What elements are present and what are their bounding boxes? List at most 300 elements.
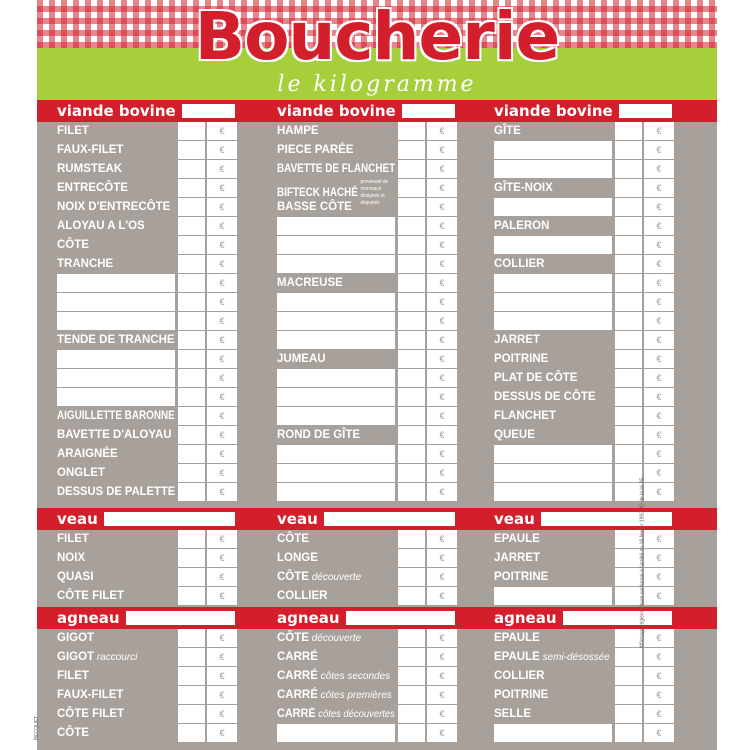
currency-symbol: € [644,530,674,548]
blank-label-field[interactable] [277,236,395,254]
price-row [57,350,237,369]
heading-input-box[interactable] [619,104,672,118]
blank-label-field[interactable] [277,331,395,349]
price-row [57,464,237,483]
currency-symbol: € [207,369,237,387]
currency-symbol: € [207,255,237,273]
blank-label-field[interactable] [57,312,175,330]
price-field[interactable] [398,464,425,482]
cut-name: CÔTE [277,533,309,545]
price-field[interactable] [178,407,205,425]
price-row [57,629,237,648]
cut-name: DESSUS DE PALETTE [57,486,176,498]
price-field[interactable] [178,426,205,444]
price-field[interactable] [178,369,205,387]
price-field[interactable] [178,464,205,482]
price-row [57,312,237,331]
price-field[interactable] [178,629,205,647]
blank-label-field[interactable] [277,293,395,311]
currency-symbol: € [207,724,237,742]
cut-name: FILET [57,125,89,137]
price-field[interactable] [178,293,205,311]
price-field[interactable] [398,141,425,159]
blank-label-field[interactable] [57,369,175,387]
currency-symbol: € [207,686,237,704]
currency-symbol: € [207,426,237,444]
cut-label [57,217,175,235]
blank-label-field[interactable] [277,724,395,742]
price-rows [57,122,237,502]
price-field[interactable] [615,464,642,482]
price-row [494,549,674,568]
blank-label-field[interactable] [494,724,612,742]
price-field[interactable] [398,587,425,605]
price-row [494,350,674,369]
cut-label [494,407,612,425]
cut-label [57,549,175,567]
currency-symbol: € [644,198,674,216]
price-field[interactable] [178,255,205,273]
currency-symbol: € [207,629,237,647]
currency-symbol: € [427,369,457,387]
currency-symbol: € [644,160,674,178]
cut-name: BIFTECK HACHÉ [277,187,358,200]
price-field[interactable] [615,549,642,567]
cut-label [277,568,395,586]
price-row [57,160,237,179]
price-field[interactable] [178,236,205,254]
currency-symbol: € [644,568,674,586]
price-field[interactable] [178,648,205,666]
cut-name: LONGE [277,552,318,564]
price-field[interactable] [398,217,425,235]
price-field[interactable] [178,122,205,140]
cut-name: QUEUE [494,429,535,441]
blank-label-field[interactable] [494,236,612,254]
heading-input-box[interactable] [104,512,235,526]
heading-input-box[interactable] [541,512,672,526]
price-field[interactable] [615,530,642,548]
currency-symbol: € [207,331,237,349]
price-field[interactable] [398,388,425,406]
price-field[interactable] [178,705,205,723]
price-row [494,483,674,502]
price-field[interactable] [615,217,642,235]
currency-symbol: € [207,388,237,406]
price-field[interactable] [615,293,642,311]
currency-symbol: € [427,350,457,368]
cut-label [277,350,395,368]
price-row [57,331,237,350]
price-field[interactable] [398,236,425,254]
cut-name: COLLIER [494,258,545,270]
price-row [57,445,237,464]
price-row [277,274,457,293]
price-field[interactable] [615,568,642,586]
blank-label-field[interactable] [494,274,612,292]
cut-label [494,369,612,387]
cut-label [277,648,395,666]
section-heading [277,508,477,530]
price-field[interactable] [398,648,425,666]
price-field[interactable] [398,686,425,704]
section-heading-label: viande bovine [494,102,613,120]
currency-symbol: € [644,445,674,463]
price-field[interactable] [615,407,642,425]
price-field[interactable] [178,530,205,548]
blank-label-field[interactable] [277,388,395,406]
blank-label-field[interactable] [57,388,175,406]
price-field[interactable] [398,549,425,567]
cut-label [277,179,395,206]
currency-symbol: € [644,369,674,387]
price-field[interactable] [178,686,205,704]
price-row [494,445,674,464]
price-field[interactable] [398,407,425,425]
price-field[interactable] [615,648,642,666]
price-row [57,236,237,255]
cut-name: FAUX-FILET [57,689,124,701]
price-row [57,426,237,445]
price-row [57,255,237,274]
currency-symbol: € [427,464,457,482]
currency-symbol: € [644,648,674,666]
price-field[interactable] [615,141,642,159]
currency-symbol: € [427,648,457,666]
price-field[interactable] [178,274,205,292]
price-field[interactable] [398,483,425,501]
cut-name: PIECE PARÉE [277,144,354,156]
price-field[interactable] [398,629,425,647]
blank-label-field[interactable] [57,274,175,292]
cut-label [57,198,175,216]
currency-symbol: € [644,350,674,368]
blank-label-field[interactable] [277,312,395,330]
cut-label [277,530,395,548]
currency-symbol: € [644,705,674,723]
cut-name: TRANCHE [57,258,114,270]
price-row [494,426,674,445]
cut-name: GÎTE [494,125,521,137]
price-field[interactable] [398,198,425,216]
price-row [494,464,674,483]
price-row [57,122,237,141]
currency-symbol: € [207,312,237,330]
currency-symbol: € [427,568,457,586]
price-row [57,667,237,686]
price-field[interactable] [398,350,425,368]
heading-input-box[interactable] [126,611,235,625]
cut-name: BASSE CÔTE [277,201,352,213]
cut-name: CÔTE [277,632,309,644]
price-field[interactable] [178,724,205,742]
cut-label [277,141,395,159]
price-field[interactable] [615,274,642,292]
price-row [277,464,457,483]
price-field[interactable] [398,530,425,548]
cut-name: NOIX D'ENTRECÔTE [57,201,171,213]
price-field[interactable] [398,568,425,586]
blank-label-field[interactable] [494,293,612,311]
currency-symbol: € [207,160,237,178]
price-row [277,445,457,464]
price-field[interactable] [398,160,425,178]
cut-name: POITRINE [494,689,549,701]
price-row [57,198,237,217]
price-row [494,122,674,141]
price-field[interactable] [615,350,642,368]
price-field[interactable] [615,483,642,501]
cut-name: PLAT DE CÔTE [494,372,578,384]
blank-label-field[interactable] [57,350,175,368]
blank-label-field[interactable] [494,312,612,330]
price-row [494,568,674,587]
currency-symbol: € [644,331,674,349]
side-label-right: Affichage réglementaire conforme à l'arrêté du 18 février 1993 JO de la loi 95 [639,477,646,649]
currency-symbol: € [644,179,674,197]
section-1 [37,508,717,610]
cut-label [494,122,612,140]
price-field[interactable] [178,160,205,178]
heading-input-box[interactable] [346,611,455,625]
price-field[interactable] [398,255,425,273]
currency-symbol: € [427,724,457,742]
currency-symbol: € [207,705,237,723]
cut-label [494,255,612,273]
cut-name: ROND DE GÎTE [277,429,361,441]
heading-input-box[interactable] [563,611,672,625]
price-rows [277,530,457,606]
price-field[interactable] [178,667,205,685]
price-field[interactable] [178,331,205,349]
currency-symbol: € [207,217,237,235]
price-field[interactable] [615,445,642,463]
price-row [277,160,457,179]
currency-symbol: € [427,255,457,273]
currency-symbol: € [207,236,237,254]
price-row [277,667,457,686]
price-rows [57,629,237,743]
section-heading-label: agneau [57,609,120,627]
cut-name: AIGUILLETTE BARONNE [57,410,175,422]
price-field[interactable] [615,587,642,605]
cut-label [57,236,175,254]
price-field[interactable] [398,724,425,742]
price-row [277,369,457,388]
price-field[interactable] [398,331,425,349]
price-field[interactable] [178,217,205,235]
price-field[interactable] [615,426,642,444]
currency-symbol: € [644,255,674,273]
price-field[interactable] [615,629,642,647]
cut-label [57,568,175,586]
heading-input-box[interactable] [402,104,455,118]
currency-symbol: € [644,686,674,704]
blank-label-field[interactable] [277,464,395,482]
cut-qualifier: découverte [308,572,362,583]
cut-qualifier: raccourci [94,652,138,663]
price-field[interactable] [615,331,642,349]
price-row [277,483,457,502]
cut-footnote: provenant de morceaux désignés et étiquetés [360,179,389,206]
price-row [57,483,237,502]
price-field[interactable] [398,445,425,463]
blank-label-field[interactable] [277,217,395,235]
blank-label-field[interactable] [494,141,612,159]
section-heading [57,607,257,629]
currency-symbol: € [427,388,457,406]
price-row [277,388,457,407]
price-field[interactable] [178,198,205,216]
price-row [277,530,457,549]
price-field[interactable] [398,312,425,330]
cut-label [277,426,395,444]
price-field[interactable] [398,274,425,292]
price-row [494,724,674,743]
price-field[interactable] [178,549,205,567]
section-heading [57,508,257,530]
price-row [494,629,674,648]
price-field[interactable] [398,122,425,140]
cut-name: MACREUSE [277,277,343,289]
price-field[interactable] [178,312,205,330]
cut-name: EPAULE [494,533,540,545]
price-field[interactable] [398,705,425,723]
price-field[interactable] [398,667,425,685]
price-field[interactable] [615,705,642,723]
price-field[interactable] [615,122,642,140]
price-field[interactable] [178,350,205,368]
price-field[interactable] [615,236,642,254]
cut-name: ENTRECÔTE [57,182,128,194]
price-field[interactable] [178,483,205,501]
cut-label [57,648,175,666]
price-row [494,331,674,350]
price-field[interactable] [178,568,205,586]
currency-symbol: € [644,667,674,685]
section-heading-label: agneau [277,609,340,627]
price-row [57,274,237,293]
price-field[interactable] [615,388,642,406]
blank-label-field[interactable] [277,445,395,463]
blank-label-field[interactable] [494,160,612,178]
price-row [494,587,674,606]
blank-label-field[interactable] [494,198,612,216]
section-heading [494,100,694,122]
cut-qualifier: côtes découvertes [315,709,395,720]
cut-name: JARRET [494,552,541,564]
price-row [57,724,237,743]
cut-label [57,122,175,140]
cut-label [494,648,612,666]
cut-name: CÔTE [57,239,89,251]
price-field[interactable] [615,724,642,742]
currency-symbol: € [207,198,237,216]
blank-label-field[interactable] [494,587,612,605]
currency-symbol: € [427,160,457,178]
price-field[interactable] [615,198,642,216]
price-field[interactable] [615,369,642,387]
cut-label [57,686,175,704]
cut-label [57,331,175,349]
price-row [277,331,457,350]
section-heading [277,607,477,629]
cut-name: EPAULE [494,632,540,644]
blank-label-field[interactable] [494,464,612,482]
cut-label [277,629,395,647]
price-field[interactable] [178,179,205,197]
cut-label [57,530,175,548]
cut-label [277,667,395,685]
cut-name: FLANCHET [494,410,556,422]
cut-name: ONGLET [57,467,105,479]
price-row [494,179,674,198]
currency-symbol: € [644,629,674,647]
price-field[interactable] [178,445,205,463]
price-field[interactable] [615,686,642,704]
price-row [57,179,237,198]
section-heading [57,100,257,122]
price-row [494,705,674,724]
price-row [277,648,457,667]
heading-input-box[interactable] [324,512,455,526]
page-subtitle: le kilogramme [277,72,477,97]
price-row [57,141,237,160]
price-rows [494,122,674,502]
currency-symbol: € [644,122,674,140]
blank-label-field[interactable] [277,255,395,273]
cut-label [277,587,395,605]
blank-label-field[interactable] [277,407,395,425]
blank-label-field[interactable] [57,293,175,311]
price-field[interactable] [398,369,425,387]
price-rows [494,629,674,743]
price-field[interactable] [398,293,425,311]
price-field[interactable] [178,388,205,406]
currency-symbol: € [427,686,457,704]
cut-label [494,705,612,723]
price-field[interactable] [615,160,642,178]
price-row [277,255,457,274]
price-row [57,568,237,587]
price-row [277,198,457,217]
cut-qualifier: semi-désossée [539,652,610,663]
price-field[interactable] [178,141,205,159]
cut-name: JUMEAU [277,353,326,365]
currency-symbol: € [427,587,457,605]
price-field[interactable] [615,255,642,273]
price-field[interactable] [615,179,642,197]
price-field[interactable] [178,587,205,605]
price-field[interactable] [398,179,425,197]
price-field[interactable] [398,426,425,444]
price-field[interactable] [615,312,642,330]
blank-label-field[interactable] [277,483,395,501]
cut-label [494,686,612,704]
cut-name: FILET [57,670,89,682]
blank-label-field[interactable] [277,369,395,387]
currency-symbol: € [427,445,457,463]
heading-input-box[interactable] [182,104,235,118]
blank-label-field[interactable] [494,483,612,501]
cut-name: COLLIER [494,670,545,682]
blank-label-field[interactable] [494,445,612,463]
cut-name: GÎTE-NOIX [494,182,553,194]
price-field[interactable] [615,667,642,685]
currency-symbol: € [427,705,457,723]
currency-symbol: € [644,388,674,406]
currency-symbol: € [644,464,674,482]
